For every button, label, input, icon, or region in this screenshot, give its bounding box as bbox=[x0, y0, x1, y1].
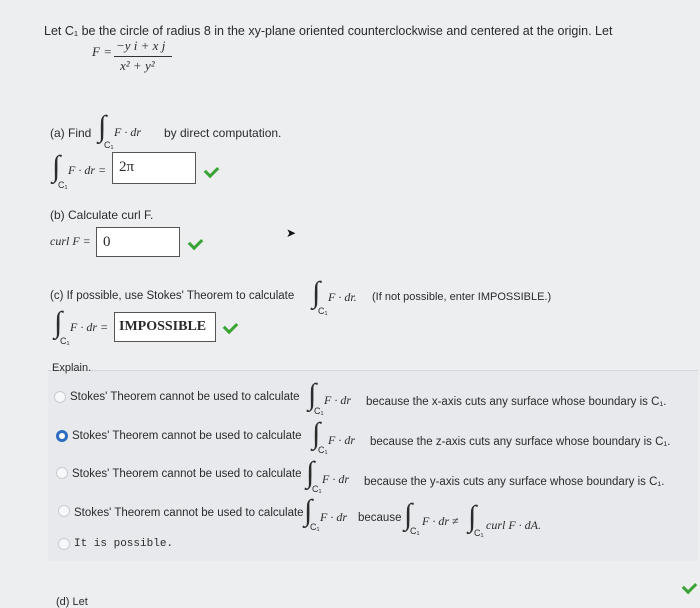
part-a-correct-icon bbox=[204, 163, 220, 179]
part-c-prompt-integrand: F · dr. bbox=[328, 290, 357, 304]
contour-subscript: C₁ bbox=[310, 522, 320, 532]
option-prefix: It is possible. bbox=[74, 538, 174, 550]
part-a-answer-input[interactable]: 2π bbox=[112, 152, 196, 184]
contour-subscript: C₁ bbox=[314, 406, 324, 416]
part-b-answer-input[interactable]: 0 bbox=[96, 227, 180, 257]
integral-sign-icon: ∫ bbox=[52, 150, 61, 183]
explain-option-z-axis-radio[interactable] bbox=[56, 430, 68, 442]
integral-sign-icon: ∫ bbox=[306, 456, 315, 489]
field-denominator: x² + y² bbox=[120, 58, 155, 73]
option-mid-expression: F · dr ≠ bbox=[422, 514, 459, 528]
part-b-correct-icon bbox=[188, 235, 204, 251]
integral-sign-icon: ∫ bbox=[304, 494, 313, 527]
part-c-correct-icon bbox=[223, 319, 239, 335]
field-numerator: −y i + x j bbox=[116, 38, 166, 53]
field-lhs: F = bbox=[92, 44, 112, 59]
contour-subscript: C₁ bbox=[318, 306, 328, 316]
contour-subscript: C₁ bbox=[312, 484, 322, 494]
explain-option-x-axis-radio[interactable] bbox=[54, 391, 66, 403]
option-prefix: Stokes' Theorem cannot be used to calculate bbox=[70, 391, 300, 403]
option-suffix: because the y-axis cuts any surface whose boundary is C₁. bbox=[364, 476, 665, 488]
part-a-prompt-integrand: F · dr bbox=[114, 125, 141, 139]
contour-subscript: C₁ bbox=[318, 445, 328, 455]
contour-subscript: C₁ bbox=[474, 528, 484, 538]
explain-option-y-axis-radio[interactable] bbox=[56, 467, 68, 479]
contour-subscript: C₁ bbox=[104, 140, 114, 150]
integral-sign-icon: ∫ bbox=[308, 378, 317, 411]
next-part-label: (d) Let bbox=[56, 596, 88, 608]
option-prefix: Stokes' Theorem cannot be used to calculate bbox=[74, 507, 304, 519]
part-a-prompt-suffix: by direct computation. bbox=[164, 126, 282, 140]
part-c-answer-input[interactable]: IMPOSSIBLE bbox=[114, 312, 216, 342]
part-c-prompt-prefix: (c) If possible, use Stokes' Theorem to calculate bbox=[50, 290, 295, 302]
option-suffix: because the x-axis cuts any surface whose boundary is C₁. bbox=[366, 396, 667, 408]
option-integrand: F · dr bbox=[324, 393, 351, 407]
part-a-prompt-prefix: (a) Find bbox=[50, 126, 92, 140]
part-c-prompt-suffix: (If not possible, enter IMPOSSIBLE.) bbox=[372, 291, 552, 303]
integral-sign-icon: ∫ bbox=[312, 276, 321, 309]
explain-label: Explain. bbox=[52, 362, 92, 374]
integral-sign-icon: ∫ bbox=[404, 498, 413, 531]
option-prefix: Stokes' Theorem cannot be used to calculate bbox=[72, 468, 302, 480]
integral-sign-icon: ∫ bbox=[468, 500, 477, 533]
part-b-answer-lhs: curl F = bbox=[50, 234, 91, 248]
mouse-cursor-icon: ➤ bbox=[286, 226, 297, 240]
intro-text: Let C₁ be the circle of radius 8 in the xy-plane oriented counterclockwise and centered at the origin. Let bbox=[44, 24, 613, 38]
contour-subscript: C₁ bbox=[58, 180, 68, 190]
explain-option-integral-inequality-radio[interactable] bbox=[58, 505, 70, 517]
explain-correct-icon bbox=[682, 579, 698, 595]
option-tail-expression: curl F · dA. bbox=[486, 518, 541, 532]
contour-subscript: C₁ bbox=[410, 526, 420, 536]
contour-subscript: C₁ bbox=[60, 336, 70, 346]
option-integrand: F · dr bbox=[320, 510, 347, 524]
option-suffix: because the z-axis cuts any surface whose boundary is C₁. bbox=[370, 436, 671, 448]
fraction-bar bbox=[114, 56, 172, 57]
part-c-answer-lhs: F · dr = bbox=[70, 320, 109, 334]
option-prefix: Stokes' Theorem cannot be used to calculate bbox=[72, 430, 302, 442]
option-suffix: because bbox=[358, 512, 402, 524]
option-integrand: F · dr bbox=[328, 433, 355, 447]
option-integrand: F · dr bbox=[322, 472, 349, 486]
part-a-answer-lhs: F · dr = bbox=[68, 163, 107, 177]
part-b-prompt: (b) Calculate curl F. bbox=[50, 208, 154, 222]
explain-option-possible-radio[interactable] bbox=[58, 538, 70, 550]
integral-sign-icon: ∫ bbox=[54, 306, 63, 339]
integral-sign-icon: ∫ bbox=[312, 417, 321, 450]
integral-sign-icon: ∫ bbox=[98, 110, 107, 143]
